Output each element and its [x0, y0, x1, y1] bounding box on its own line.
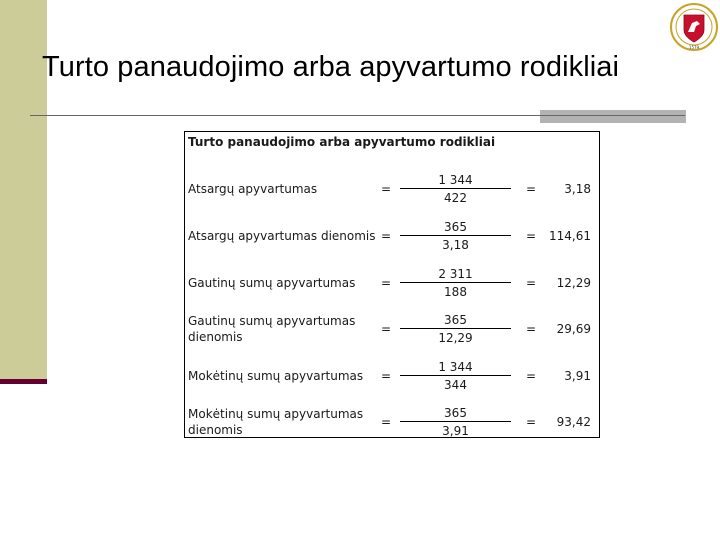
equals-sign: =: [526, 415, 537, 429]
result-value: 93,42: [556, 415, 591, 429]
fraction: [400, 313, 511, 353]
row-label: Atsargų apyvartumas: [188, 182, 318, 196]
logo-year: 1579: [688, 45, 700, 50]
equals-sign: =: [526, 369, 537, 383]
row-label: Gautinų sumų apyvartumas: [188, 276, 356, 290]
university-seal-icon: [669, 2, 719, 52]
fraction: [400, 267, 511, 307]
equals-sign: =: [526, 229, 537, 243]
equals-sign: =: [381, 182, 392, 196]
table-header: Turto panaudojimo arba apyvartumo rodikliai: [188, 135, 496, 149]
fraction-bar: [400, 375, 511, 376]
numerator: 365: [444, 406, 467, 420]
equals-sign: =: [381, 369, 392, 383]
result-value: 114,61: [549, 229, 591, 243]
row-label: Mokėtinų sumų apyvartumas: [188, 369, 364, 383]
row-label-continuation: dienomis: [188, 330, 243, 344]
equals-sign: =: [381, 322, 392, 336]
equals-sign: =: [381, 415, 392, 429]
denominator: 3,91: [442, 424, 469, 438]
numerator: 2 311: [438, 267, 473, 281]
equals-sign: =: [381, 229, 392, 243]
equals-sign: =: [526, 182, 537, 196]
fraction: [400, 406, 511, 446]
slide-sidebar: [0, 0, 47, 383]
row-label: Gautinų sumų apyvartumas: [188, 314, 356, 328]
fraction: [400, 360, 511, 400]
denominator: 3,18: [442, 238, 469, 252]
ratio-table: [184, 131, 600, 438]
result-value: 3,18: [564, 182, 591, 196]
fraction-bar: [400, 282, 511, 283]
table-row: [185, 406, 599, 446]
title-rule: [30, 115, 685, 116]
denominator: 188: [444, 285, 467, 299]
equals-sign: =: [526, 322, 537, 336]
denominator: 344: [444, 378, 467, 392]
fraction-bar: [400, 235, 511, 236]
table-row: [185, 267, 599, 307]
numerator: 1 344: [438, 173, 473, 187]
fraction-bar: [400, 188, 511, 189]
slide-title: Turto panaudojimo arba apyvartumo rodikliai: [42, 51, 620, 83]
result-value: 12,29: [556, 276, 591, 290]
fraction: [400, 173, 511, 213]
numerator: 365: [444, 220, 467, 234]
table-row: [185, 173, 599, 213]
fraction-bar: [400, 421, 511, 422]
row-label: Mokėtinų sumų apyvartumas: [188, 407, 364, 421]
numerator: 1 344: [438, 360, 473, 374]
result-value: 29,69: [556, 322, 591, 336]
denominator: 422: [444, 191, 467, 205]
equals-sign: =: [381, 276, 392, 290]
equals-sign: =: [526, 276, 537, 290]
result-value: 3,91: [564, 369, 591, 383]
row-label-continuation: dienomis: [188, 423, 243, 437]
table-row: [185, 220, 599, 260]
numerator: 365: [444, 313, 467, 327]
title-rule-accent: [540, 110, 686, 123]
row-label: Atsargų apyvartumas dienomis: [188, 229, 376, 243]
table-row: [185, 360, 599, 400]
denominator: 12,29: [438, 331, 473, 345]
table-row: [185, 313, 599, 353]
fraction-bar: [400, 328, 511, 329]
slide-sidebar-accent: [0, 379, 47, 384]
fraction: [400, 220, 511, 260]
